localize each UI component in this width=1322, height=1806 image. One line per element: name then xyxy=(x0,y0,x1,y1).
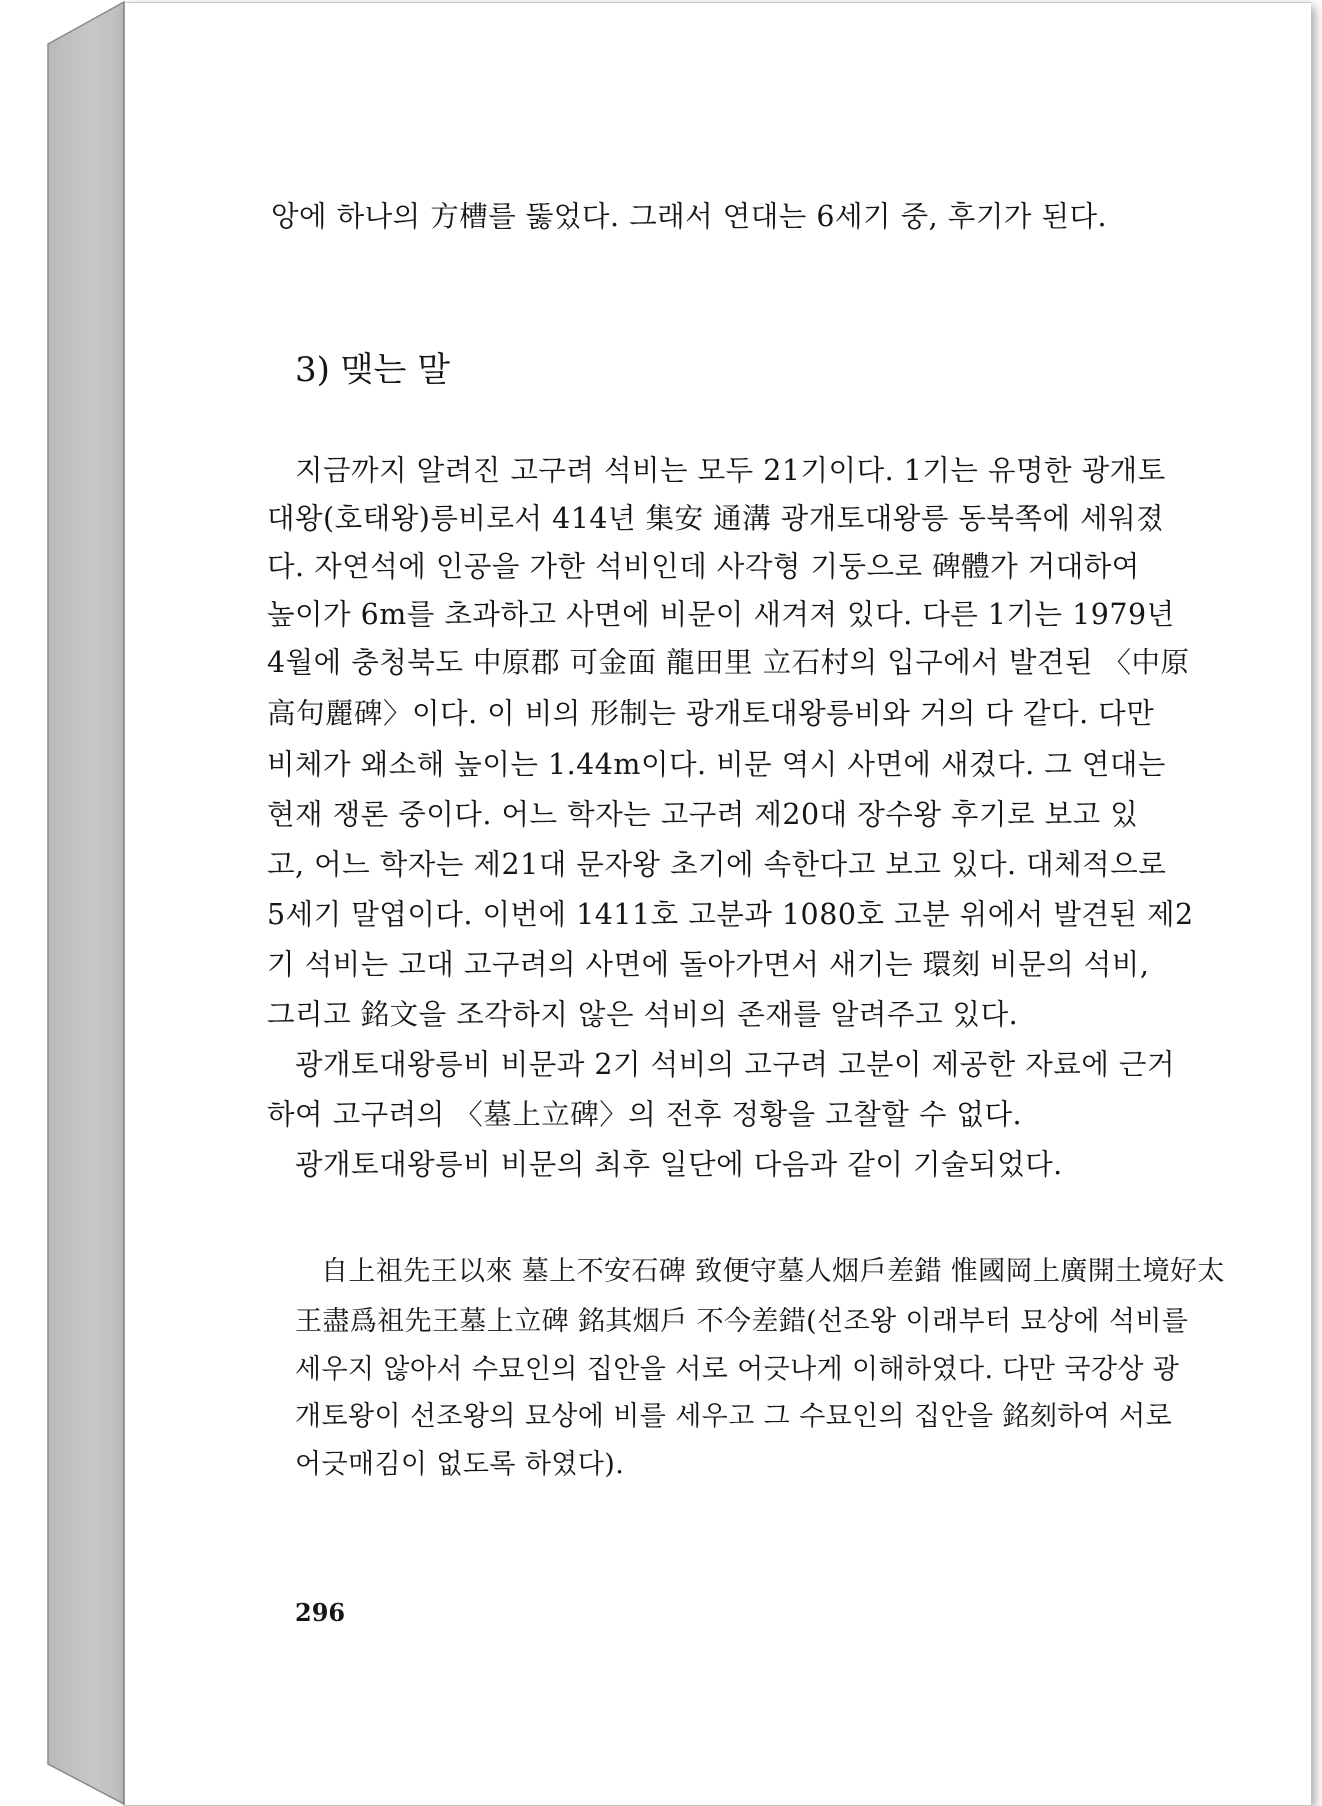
paragraph-line: 다. 자연석에 인공을 가한 석비인데 사각형 기둥으로 碑體가 거대하여 xyxy=(267,550,1140,583)
section-heading: 3) 맺는 말 xyxy=(295,350,451,390)
book-page xyxy=(124,2,1311,1806)
paragraph-line: 대왕(호태왕)릉비로서 414년 集安 通溝 광개토대왕릉 동북쪽에 세워졌 xyxy=(267,502,1165,535)
paragraph-line: 현재 쟁론 중이다. 어느 학자는 고구려 제20대 장수왕 후기로 보고 있 xyxy=(267,798,1139,831)
paragraph-line: 높이가 6m를 초과하고 사면에 비문이 새겨져 있다. 다른 1기는 1979년 xyxy=(267,598,1175,631)
paragraph-line: 비체가 왜소해 높이는 1.44m이다. 비문 역시 사면에 새겼다. 그 연대는 xyxy=(267,748,1166,781)
quote-line: 自上祖先王以來 墓上不安石碑 致便守墓人烟戶差錯 惟國岡上廣開土境好太 xyxy=(321,1256,1225,1287)
paragraph-line: 광개토대왕릉비 비문과 2기 석비의 고구려 고분이 제공한 자료에 근거 xyxy=(295,1048,1175,1081)
paragraph-line: 4월에 충청북도 中原郡 可金面 龍田里 立石村의 입구에서 발견된 〈中原 xyxy=(267,646,1190,679)
paragraph-line: 지금까지 알려진 고구려 석비는 모두 21기이다. 1기는 유명한 광개토 xyxy=(295,454,1166,487)
quote-line: 개토왕이 선조왕의 묘상에 비를 세우고 그 수묘인의 집안을 銘刻하여 서로 xyxy=(295,1401,1173,1432)
quote-line: 어긋매김이 없도록 하였다). xyxy=(295,1449,625,1480)
paragraph-line: 하여 고구려의 〈墓上立碑〉의 전후 정황을 고찰할 수 없다. xyxy=(267,1098,1023,1131)
paragraph-line: 기 석비는 고대 고구려의 사면에 돌아가면서 새기는 環刻 비문의 석비, xyxy=(267,948,1150,981)
quote-line: 세우지 않아서 수묘인의 집안을 서로 어긋나게 이해하였다. 다만 국강상 광 xyxy=(295,1354,1180,1385)
paragraph-line: 그리고 銘文을 조각하지 않은 석비의 존재를 알려주고 있다. xyxy=(267,998,1019,1031)
top-line: 앙에 하나의 方槽를 뚫었다. 그래서 연대는 6세기 중, 후기가 된다. xyxy=(271,200,1108,233)
paragraph-line: 高句麗碑〉이다. 이 비의 形制는 광개토대왕릉비와 거의 다 같다. 다만 xyxy=(267,697,1155,730)
quote-line: 王盡爲祖先王墓上立碑 銘其烟戶 不今差錯(선조왕 이래부터 묘상에 석비를 xyxy=(295,1306,1189,1337)
paragraph-line: 고, 어느 학자는 제21대 문자왕 초기에 속한다고 보고 있다. 대체적으로 xyxy=(267,848,1167,881)
paragraph-line: 광개토대왕릉비 비문의 최후 일단에 다음과 같이 기술되었다. xyxy=(295,1148,1063,1181)
paragraph-line: 5세기 말엽이다. 이번에 1411호 고분과 1080호 고분 위에서 발견된 제2 xyxy=(267,898,1194,931)
page-number: 296 xyxy=(295,1598,346,1627)
